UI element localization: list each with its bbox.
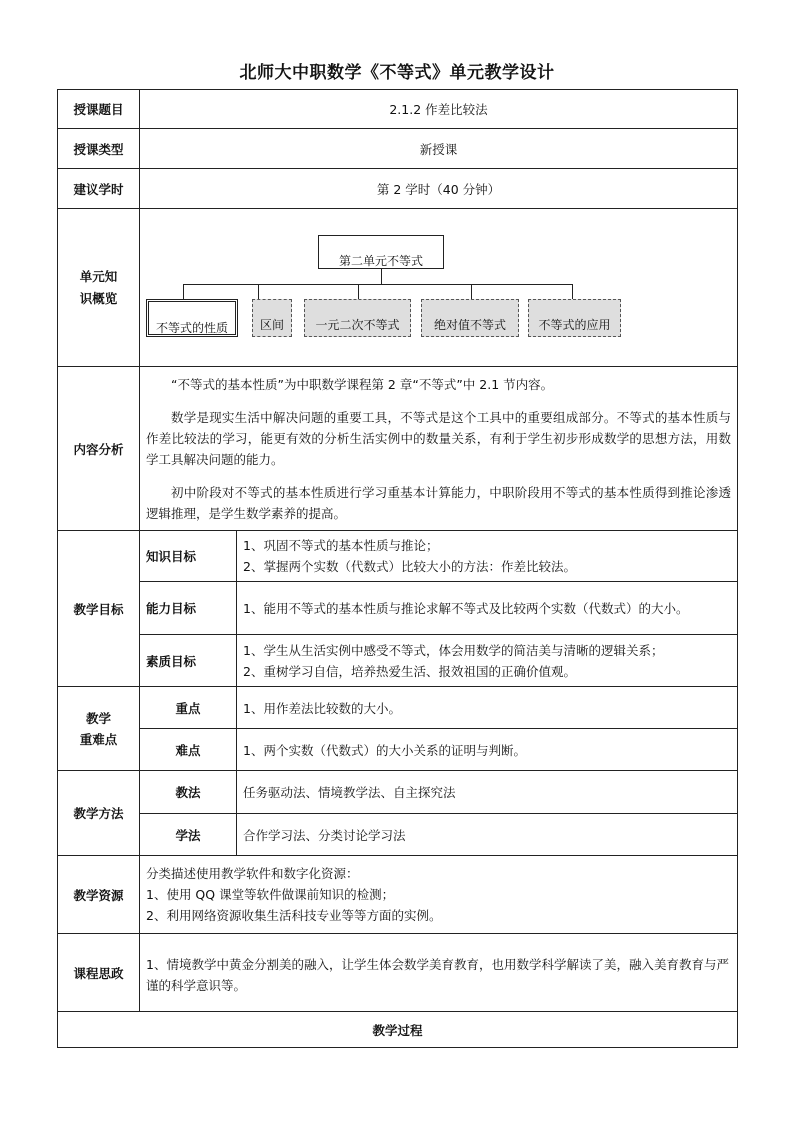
row-goal-knowledge: [58, 531, 738, 582]
label-goals: 教学目标: [58, 531, 140, 687]
row-learn-method: [58, 814, 738, 856]
diagram-node-4: 绝对值不等式: [421, 299, 519, 337]
label-resources: 教学资源: [58, 856, 140, 934]
diagram-drop-2: [258, 284, 259, 299]
row-difficulty: [58, 729, 738, 771]
lesson-design-table: [57, 89, 738, 1048]
diagram-node-2: 区间: [252, 299, 292, 337]
diagram-branch-line: [183, 284, 572, 285]
knowledge-goal-line-1: 1、巩固不等式的基本性质与推论；: [243, 538, 439, 553]
analysis-paragraph-3: 初中阶段对不等式的基本性质进行学习重基本计算能力，中职阶段用不等式的基本性质得到推论渗透逻辑推理，是学生数学素养的提高。: [146, 484, 731, 521]
row-teach-method: [58, 771, 738, 814]
analysis-cell: [140, 367, 738, 531]
diagram-root-box: 第二单元不等式: [318, 235, 444, 269]
row-goal-quality: [58, 635, 738, 687]
label-analysis: 内容分析: [58, 367, 140, 531]
resources-cell: [140, 856, 738, 934]
knowledge-goal-line-2: 2、掌握两个实数（代数式）比较大小的方法：作差比较法。: [243, 559, 576, 574]
row-process: [58, 1012, 738, 1048]
ability-goal-line-1: 1、能用不等式的基本性质与推论求解不等式及比较两个实数（代数式）的大小。: [243, 600, 689, 616]
label-knowledge-goal: 知识目标: [140, 531, 237, 582]
row-resources: [58, 856, 738, 934]
diagram-root-stem: [381, 269, 382, 284]
value-learn-method: 合作学习法、分类讨论学习法: [237, 814, 738, 856]
value-key-point: 1、用作差法比较数的大小。: [237, 687, 738, 729]
label-ability-goal: 能力目标: [140, 582, 237, 635]
row-keypoint: [58, 687, 738, 729]
label-overview-text: 单元知识概览: [79, 268, 118, 306]
value-difficult-point: 1、两个实数（代数式）的大小关系的证明与判断。: [237, 729, 738, 771]
label-keypoints: [58, 687, 140, 771]
label-keypoints-line-1: 教学: [85, 710, 111, 726]
quality-goal-line-2: 2、重树学习自信，培养热爱生活、报效祖国的正确价值观。: [243, 663, 576, 679]
label-keypoints-line-2: 重难点: [79, 731, 118, 747]
diagram-drop-4: [471, 284, 472, 299]
knowledge-goal-cell: [237, 531, 738, 582]
row-type: [58, 129, 738, 169]
label-teach-method: 教法: [140, 771, 237, 814]
row-overview: [58, 209, 738, 367]
document-title: 北师大中职数学《不等式》单元教学设计: [239, 63, 555, 83]
label-key-point: 重点: [140, 687, 237, 729]
diagram-node-3: 一元二次不等式: [304, 299, 411, 337]
diagram-node-1: 不等式的性质: [146, 299, 238, 337]
value-topic: 2.1.2 作差比较法: [140, 90, 738, 129]
label-ideology: 课程思政: [58, 934, 140, 1012]
resources-line-2: 1、使用 QQ 课堂等软件做课前知识的检测；: [146, 887, 395, 902]
resources-line-3: 2、利用网络资源收集生活科技专业等等方面的实例。: [146, 908, 442, 923]
row-topic: [58, 90, 738, 129]
label-methods: 教学方法: [58, 771, 140, 856]
diagram-drop-1: [183, 284, 184, 299]
label-quality-goal: 素质目标: [140, 635, 237, 687]
diagram-drop-3: [358, 284, 359, 299]
label-hours: 建议学时: [58, 169, 140, 209]
value-hours: 第 2 学时（40 分钟）: [140, 169, 738, 209]
row-ideology: [58, 934, 738, 1012]
analysis-paragraph-1: “不等式的基本性质”为中职数学课程第 2 章“不等式”中 2.1 节内容。: [171, 376, 554, 392]
analysis-paragraph-2: 数学是现实生活中解决问题的重要工具，不等式是这个工具中的重要组成部分。不等式的基本性质与作差比较法的学习，能更有效的分析生活实例中的数量关系，有利于学生初步形成数学的思想方法，用数学工具解决问题的能力。: [146, 409, 731, 467]
diagram-drop-5: [572, 284, 573, 299]
overview-cell: [140, 209, 738, 367]
value-type: 新授课: [140, 129, 738, 169]
label-overview: [58, 209, 140, 367]
ideology-text: 1、情境教学中黄金分割美的融入，让学生体会数学美育教育，也用数学科学解读了美，融入美育教育与严谨的科学意识等。: [146, 957, 729, 993]
label-topic: 授课题目: [58, 90, 140, 129]
resources-line-1: 分类描述使用教学软件和数字化资源：: [146, 866, 359, 881]
teaching-process-heading: 教学过程: [58, 1012, 738, 1048]
unit-structure-diagram: [146, 213, 731, 363]
quality-goal-line-1: 1、学生从生活实例中感受不等式，体会用数学的简洁美与清晰的逻辑关系；: [243, 642, 664, 658]
row-hours: [58, 169, 738, 209]
row-goal-ability: [58, 582, 738, 635]
label-type: 授课类型: [58, 129, 140, 169]
value-teach-method: 任务驱动法、情境教学法、自主探究法: [237, 771, 738, 814]
diagram-node-5: 不等式的应用: [528, 299, 621, 337]
label-learn-method: 学法: [140, 814, 237, 856]
label-difficult-point: 难点: [140, 729, 237, 771]
quality-goal-cell: [237, 635, 738, 687]
ability-goal-cell: [237, 582, 738, 635]
row-analysis: [58, 367, 738, 531]
ideology-cell: [140, 934, 738, 1012]
